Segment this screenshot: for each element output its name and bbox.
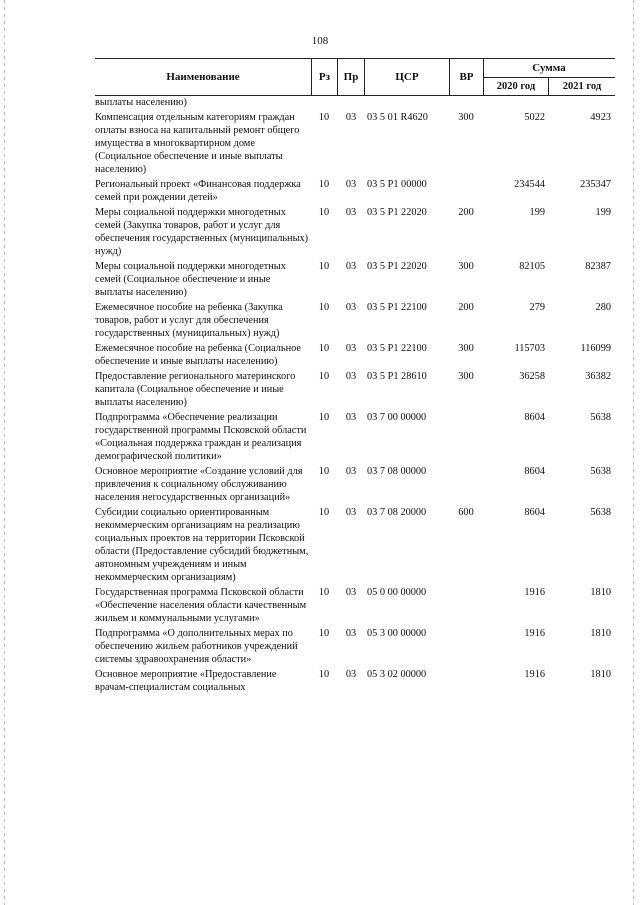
header-pr: Пр	[343, 71, 359, 83]
header-name: Наименование	[166, 71, 240, 83]
table-row: Подпрограмма «О дополнительных мерах по обеспечению жильем работников учреждений системы здравоохранения области» 10 03 05 3 00 00000 1916 1810	[95, 628, 611, 665]
header-sum: Сумма	[483, 59, 615, 78]
table-row: Меры социальной поддержки многодетных семей (Социальное обеспечение и иные выплаты населению) 10 03 03 5 P1 22020 300 82105 82387	[95, 261, 611, 298]
table-header	[95, 58, 615, 96]
header-year-2021: 2021 год	[562, 80, 602, 92]
table-row: Компенсация отдельным категориям граждан оплаты взноса на капитальный ремонт общего имущества в многоквартирном доме (Социальное обеспечение и иные выплаты населению) 10 03 03 5 01 R4620 300 5022 4923	[95, 112, 611, 175]
table-row: Субсидии социально ориентированным некоммерческим организациям на реализацию социальных проектов на территории Псковской области (Предоставление субсидий бюджетным, автономным учреждениям и иным некоммерческим организациям) 10 03 03 7 08 20000 600 8604 5638	[95, 507, 611, 583]
table-row: Ежемесячное пособие на ребенка (Социальное обеспечение и иные выплаты населению) 10 03 03 5 P1 22100 300 115703 116099	[95, 343, 611, 367]
table-row: Предоставление регионального материнского капитала (Социальное обеспечение и иные выплаты населению) 10 03 03 5 P1 28610 300 36258 36382	[95, 371, 611, 408]
header-vr: ВР	[459, 71, 474, 83]
table-row: выплаты населению)	[95, 97, 187, 108]
table-row: Региональный проект «Финансовая поддержка семей при рождении детей» 10 03 03 5 P1 00000 234544 235347	[95, 179, 611, 203]
page-number: 108	[311, 35, 329, 47]
scan-edge-right	[633, 0, 634, 905]
budget-table	[95, 58, 615, 694]
table-row: Основное мероприятие «Создание условий для привлечения к социальному обслуживанию населения негосударственных организаций» 10 03 03 7 08 00000 8604 5638	[95, 466, 611, 503]
scan-edge-left	[4, 0, 5, 905]
header-year-2020: 2020 год	[496, 80, 536, 92]
header-rz: Рз	[318, 71, 331, 83]
table-row: Меры социальной поддержки многодетных семей (Закупка товаров, работ и услуг для обеспечения государственных (муниципальных) нужд) 10 03 03 5 P1 22020 200 199 199	[95, 207, 611, 257]
table-row: Основное мероприятие «Предоставление врачам-специалистам социальных 10 03 05 3 02 00000 1916 1810	[95, 669, 611, 693]
table-body	[95, 96, 615, 694]
table-row: Подпрограмма «Обеспечение реализации государственной программы Псковской области «Социальная поддержка граждан и реализация демографической политики» 10 03 03 7 00 00000 8604 5638	[95, 412, 611, 462]
header-csr: ЦСР	[395, 71, 419, 83]
table-row: Ежемесячное пособие на ребенка (Закупка товаров, работ и услуг для обеспечения государственных (муниципальных) нужд) 10 03 03 5 P1 22100 200 279 280	[95, 302, 611, 339]
table-row: Государственная программа Псковской области «Обеспечение населения области качественным жильем и коммунальными услугами» 10 03 05 0 00 00000 1916 1810	[95, 587, 611, 624]
